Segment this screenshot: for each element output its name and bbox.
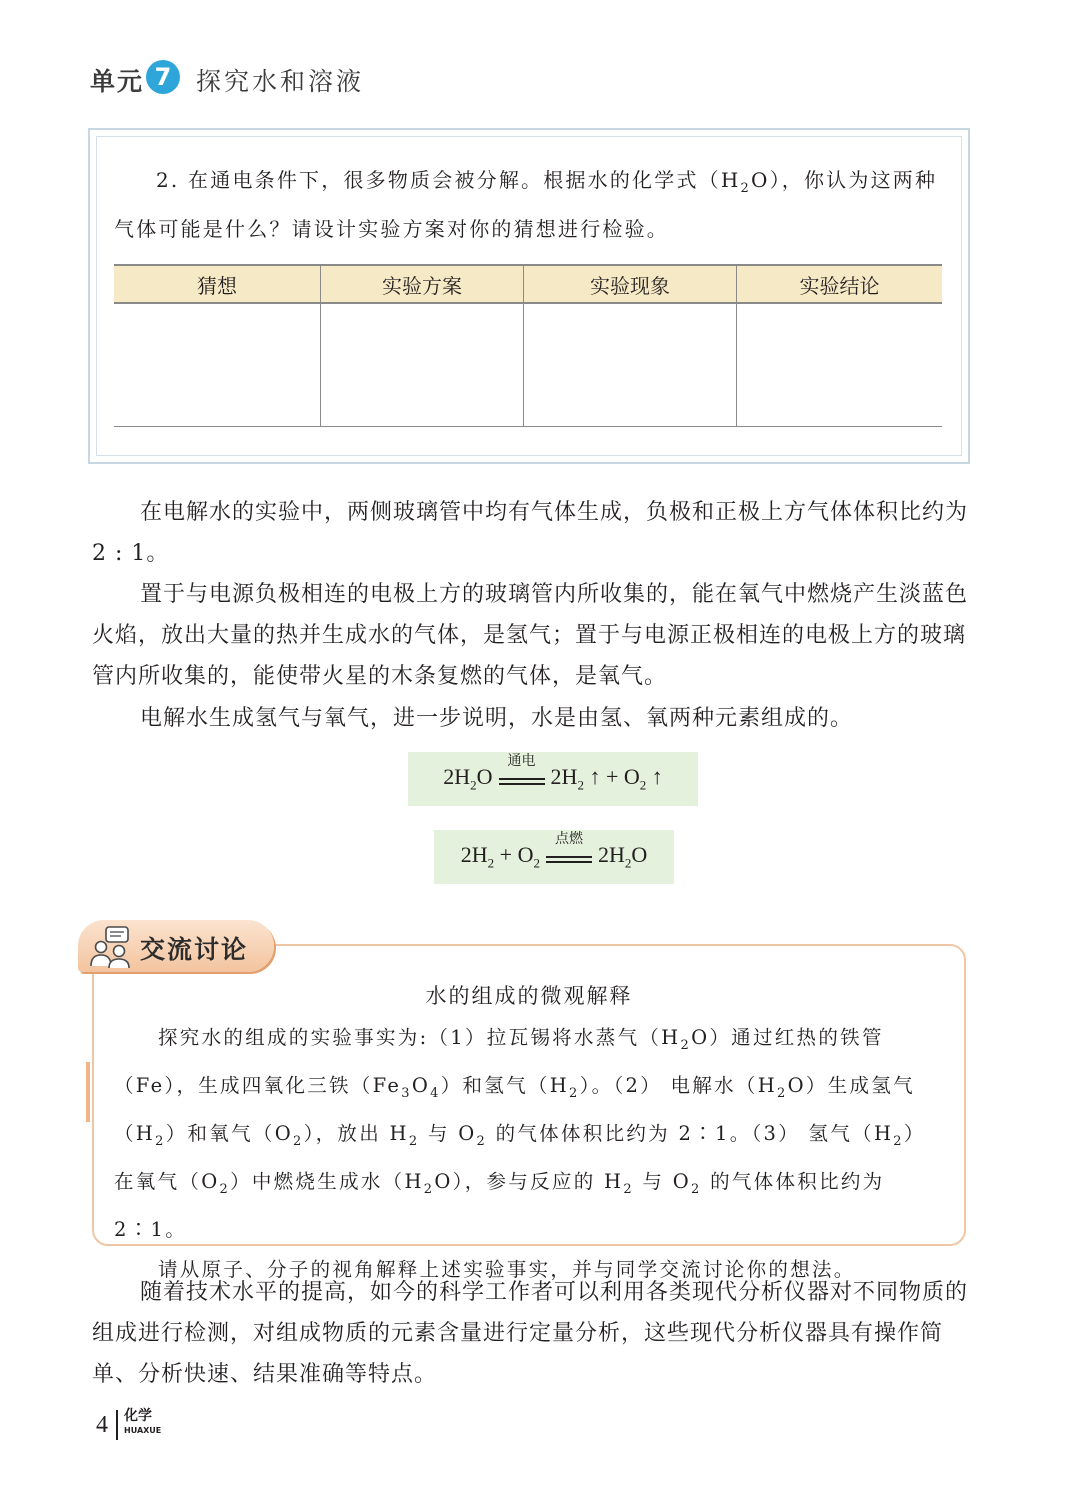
table-cell-conclusion[interactable] [737, 303, 943, 427]
paragraph-conclusion: 电解水生成氢气与氧气，进一步说明，水是由氢、氧两种元素组成的。 [140, 706, 854, 731]
unit-title: 探究水和溶液 [196, 67, 365, 96]
equation-electrolysis: $2H_2O$ 通电 $2H_2$ ↑ + $O_2$ ↑ [408, 752, 698, 806]
paragraph-electrolysis-ratio: 在电解水的实验中，两侧玻璃管中均有气体生成，负极和正极上方气体体积比约为 2 : 1。 [92, 500, 969, 566]
table-cell-phenomenon[interactable] [524, 303, 737, 427]
footer-divider [116, 1410, 118, 1440]
discussion-accent-bar [86, 1062, 90, 1122]
discussion-facts: 探究水的组成的实验事实为:（1）拉瓦锡将水蒸气$(H_2O)$通过红热的铁管（Fe），生成四氧化三铁$(Fe_3O_4)$和氢气$(H_2)$。（2） 电解水$(H_2O)$生成氢气$(H_2)$和氧气$(O_2)$，放出 $H_2$ 与 $O_2$ 的气体体积比约为 2∶1。（3） 氢气$(H_2)$在氧气$(O_2)$中燃烧生成水$(H_2O)$，参与反应的 $H_2$ 与 $O_2$ 的气体体积比约为 2∶1。 [114, 1026, 926, 1241]
reaction-condition: 点燃 [546, 842, 592, 872]
inquiry-table [114, 264, 942, 427]
discussion-prompt: 请从原子、分子的视角解释上述实验事实，并与同学交流讨论你的想法。 [158, 1257, 856, 1281]
equation-combustion: $2H_2 + O_2$ 点燃 $2H_2O$ [434, 830, 674, 884]
unit-label: 单元 [90, 67, 145, 96]
paragraph-modern-instruments: 随着技术水平的提高，如今的科学工作者可以利用各类现代分析仪器对不同物质的组成进行检测，对组成物质的元素含量进行定量分析，这些现代分析仪器具有操作简单、分析快速、结果准确等特点。 [92, 1280, 969, 1387]
footer-subject: 化学 [124, 1408, 152, 1424]
page-number: 4 [96, 1412, 108, 1438]
table-header-hypothesis: 猜想 [114, 265, 321, 303]
footer-subject-pinyin: HUAXUE [124, 1426, 162, 1435]
discussion-label: 交流讨论 [140, 935, 249, 964]
paragraph-gas-identification: 置于与电源负极相连的电极上方的玻璃管内所收集的，能在氧气中燃烧产生淡蓝色火焰，放出大量的热并生成水的气体，是氢气；置于与电源正极相连的电极上方的玻璃管内所收集的，能使带火星的木条复燃的气体，是氧气。 [92, 582, 969, 689]
discussion-people-icon [88, 924, 134, 970]
table-header-plan: 实验方案 [321, 265, 524, 303]
table-cell-plan[interactable] [321, 303, 524, 427]
unit-number-badge: 7 [146, 60, 180, 94]
table-cell-hypothesis[interactable] [114, 303, 321, 427]
discussion-body [114, 1018, 946, 1290]
table-header-conclusion: 实验结论 [737, 265, 943, 303]
reaction-condition: 通电 [499, 764, 545, 794]
activity-question: 2. 在通电条件下，很多物质会被分解。根据水的化学式$(H_2O)$，你认为这两种气体可能是什么？请设计实验方案对你的猜想进行检验。 [114, 168, 938, 241]
table-header-phenomenon: 实验现象 [524, 265, 737, 303]
discussion-title: 水的组成的微观解释 [425, 984, 633, 1008]
table-row [114, 303, 942, 427]
